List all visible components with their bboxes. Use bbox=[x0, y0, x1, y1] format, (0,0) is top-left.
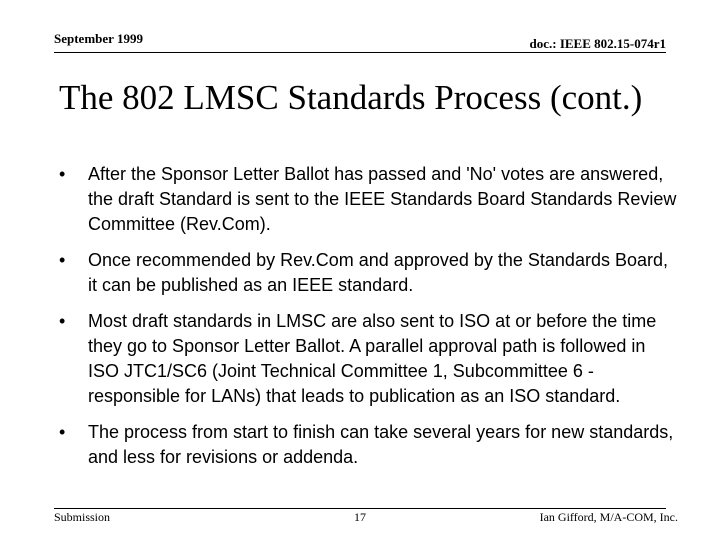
bullet-text: The process from start to finish can take several years for new standards, and less for revisions or addenda. bbox=[88, 422, 674, 467]
slide-title: The 802 LMSC Standards Process (cont.) bbox=[59, 78, 643, 117]
bullet-text: After the Sponsor Letter Ballot has passed and 'No' votes are answered, the draft Standard is sent to the IEEE Standards Board Standards Review Committee (Rev.Com). bbox=[88, 164, 677, 234]
bullet-list bbox=[58, 162, 678, 481]
bullet-marker: • bbox=[59, 250, 66, 270]
bullet-marker: • bbox=[59, 422, 66, 442]
bullet-item bbox=[58, 248, 678, 298]
footer-author: Ian Gifford, M/A-COM, Inc. bbox=[539, 510, 678, 524]
bullet-item bbox=[58, 162, 678, 237]
bullet-text: Most draft standards in LMSC are also sent to ISO at or before the time they go to Sponsor Letter Ballot. A parallel approval path is followed in ISO JTC1/SC6 (Joint Technical Committee 1, Subcommittee 6 - responsible for LANs) that leads to publication as an ISO standard. bbox=[88, 311, 657, 406]
bullet-text: Once recommended by Rev.Com and approved by the Standards Board, it can be published as an IEEE standard. bbox=[88, 250, 668, 295]
header-divider bbox=[54, 52, 666, 53]
footer-divider bbox=[54, 508, 666, 509]
header-doc-id: doc.: IEEE 802.15-074r1 bbox=[529, 36, 666, 51]
bullet-marker: • bbox=[59, 164, 66, 184]
bullet-marker: • bbox=[59, 311, 66, 331]
header-date: September 1999 bbox=[54, 31, 143, 46]
footer-submission: Submission bbox=[54, 510, 111, 524]
footer-page-number: 17 bbox=[354, 510, 366, 524]
bullet-item bbox=[58, 309, 678, 409]
bullet-item bbox=[58, 420, 678, 470]
